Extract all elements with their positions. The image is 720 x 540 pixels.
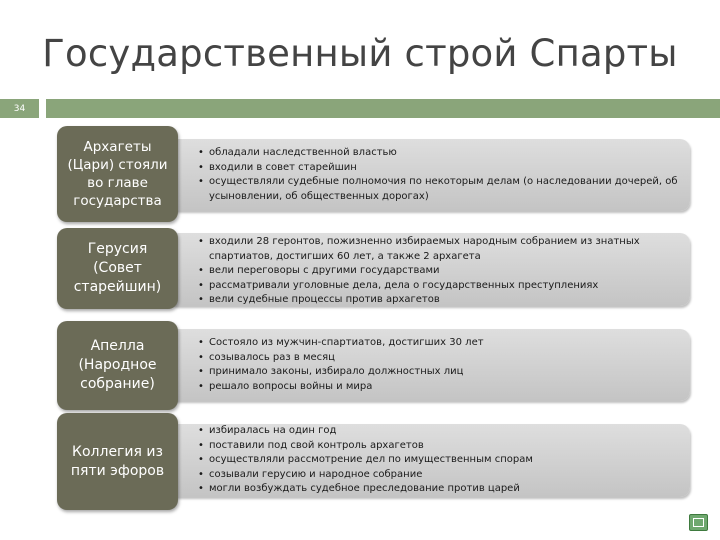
list-item: • входили 28 геронтов, пожизненно избираемых народным собранием из знатных спартиатов, достигших 60 лет, а также 2 архагета <box>198 235 684 264</box>
row-2-list <box>198 235 684 308</box>
row-2-label-box <box>57 228 178 309</box>
list-item: • поставили под свой контроль архагетов <box>198 439 684 454</box>
list-item: • принимало законы, избирало должностных лиц <box>198 365 684 380</box>
slide-nav-icon[interactable] <box>689 514 708 531</box>
row-4-label-box <box>57 413 178 510</box>
list-item: • обладали наследственной властью <box>198 146 684 161</box>
row-1-label: Архагеты (Цари) стояли во главе государства <box>67 139 168 209</box>
list-item: • Состояло из мужчин-спартиатов, достигших 30 лет <box>198 336 684 351</box>
row-3-label: Апелла (Народное собрание) <box>78 338 157 392</box>
slide-title: Государственный строй Спарты <box>42 32 678 75</box>
list-item: • осуществляли судебные полномочия по некоторым делам (о наследовании дочерей, об усыновлении, об общественных дорогах) <box>198 175 684 204</box>
accent-bar <box>46 99 720 118</box>
row-4-list <box>198 424 684 497</box>
row-2-label: Герусия (Совет старейшин) <box>73 241 162 295</box>
list-item: • решало вопросы войны и мира <box>198 380 684 395</box>
row-1-label-box <box>57 126 178 222</box>
list-item: • могли возбуждать судебное преследование против царей <box>198 482 684 497</box>
list-item: • входили в совет старейшин <box>198 161 684 176</box>
row-1-list <box>198 146 684 204</box>
row-3-list <box>198 336 684 394</box>
list-item: • осуществляли рассмотрение дел по имущественным спорам <box>198 453 684 468</box>
list-item: • избиралась на один год <box>198 424 684 439</box>
slide-number-badge <box>0 99 39 118</box>
list-item: • рассматривали уголовные дела, дела о государственных преступлениях <box>198 279 684 294</box>
list-item: • вели переговоры с другими государствами <box>198 264 684 279</box>
list-item: • созывалось раз в месяц <box>198 351 684 366</box>
list-item: • созывали герусию и народное собрание <box>198 468 684 483</box>
row-4-label: Коллегия из пяти эфоров <box>70 443 165 479</box>
slide-number: 34 <box>13 103 26 114</box>
list-item: • вели судебные процессы против архагетов <box>198 293 684 308</box>
row-3-label-box <box>57 321 178 410</box>
